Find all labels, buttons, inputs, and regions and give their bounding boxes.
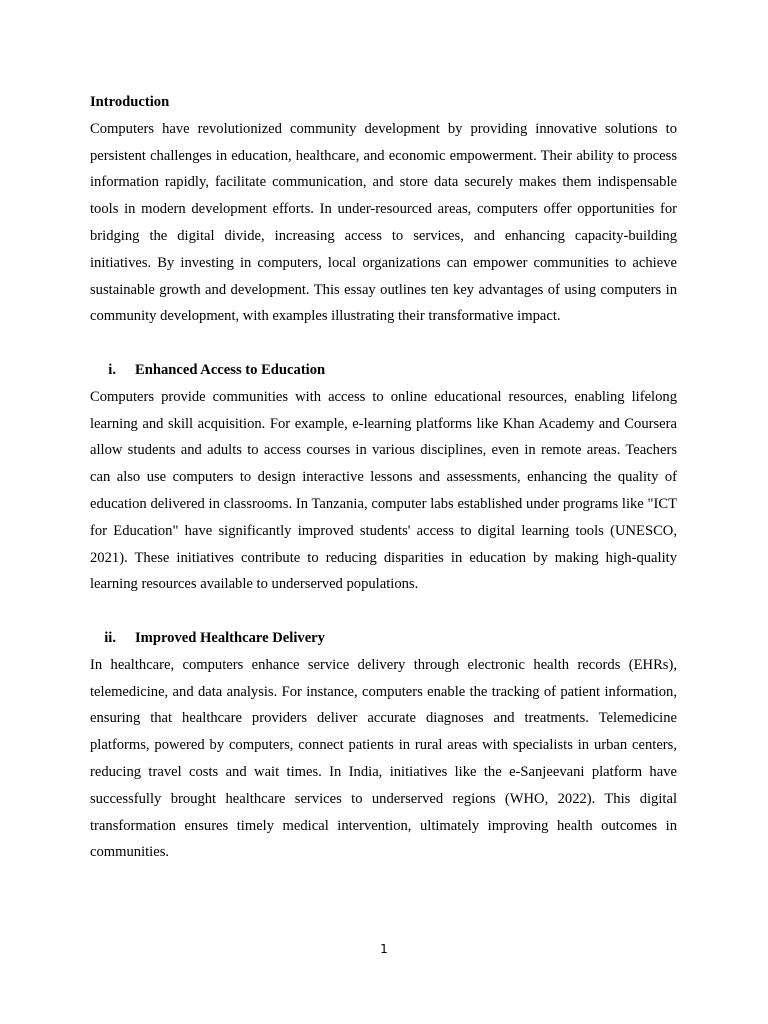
page-number: 1	[380, 942, 388, 956]
section-number: i.	[108, 361, 116, 378]
section-title: Improved Healthcare Delivery	[135, 629, 325, 646]
section-paragraph-education: Computers provide communities with access to online educational resources, enabling lifelong learning and skill acquisition. For example, e-learning platforms like Khan Academy and Coursera allow students and adults to access courses in various disciplines, even in remote areas. Teachers can also use computers to design interactive lessons and assessments, enhancing the quality of education delivered in classrooms. In Tanzania, computer labs established under programs like "ICT for Education" have significantly improved students' access to digital learning tools (UNESCO, 2021). These initiatives contribute to reducing disparities in education by making high-quality learning resources available to underserved populations.	[90, 388, 677, 593]
intro-heading: Introduction	[90, 94, 170, 110]
document-page	[90, 89, 677, 866]
section-heading-healthcare	[90, 625, 677, 652]
section-heading-education	[90, 357, 677, 384]
intro-paragraph: Computers have revolutionized community development by providing innovative solutions to persistent challenges in education, healthcare, and economic empowerment. Their ability to process information rapidly, facilitate communication, and store data securely makes them indispensable tools in modern development efforts. In under-resourced areas, computers offer opportunities for bridging the digital divide, increasing access to services, and enhancing capacity-building initiatives. By investing in computers, local organizations can empower communities to achieve sustainable growth and development. This essay outlines ten key advantages of using computers in community development, with examples illustrating their transformative impact.	[90, 120, 677, 325]
section-paragraph-healthcare: In healthcare, computers enhance service delivery through electronic health records (EHRs), telemedicine, and data analysis. For instance, computers enable the tracking of patient information, ensuring that healthcare providers deliver accurate diagnoses and treatments. Telemedicine platforms, powered by computers, connect patients in rural areas with specialists in urban centers, reducing travel costs and wait times. In India, initiatives like the e-Sanjeevani platform have successfully brought healthcare services to underserved regions (WHO, 2022). This digital transformation ensures timely medical intervention, ultimately improving health outcomes in communities.	[90, 656, 677, 861]
section-number: ii.	[104, 629, 116, 646]
section-title: Enhanced Access to Education	[135, 361, 326, 378]
